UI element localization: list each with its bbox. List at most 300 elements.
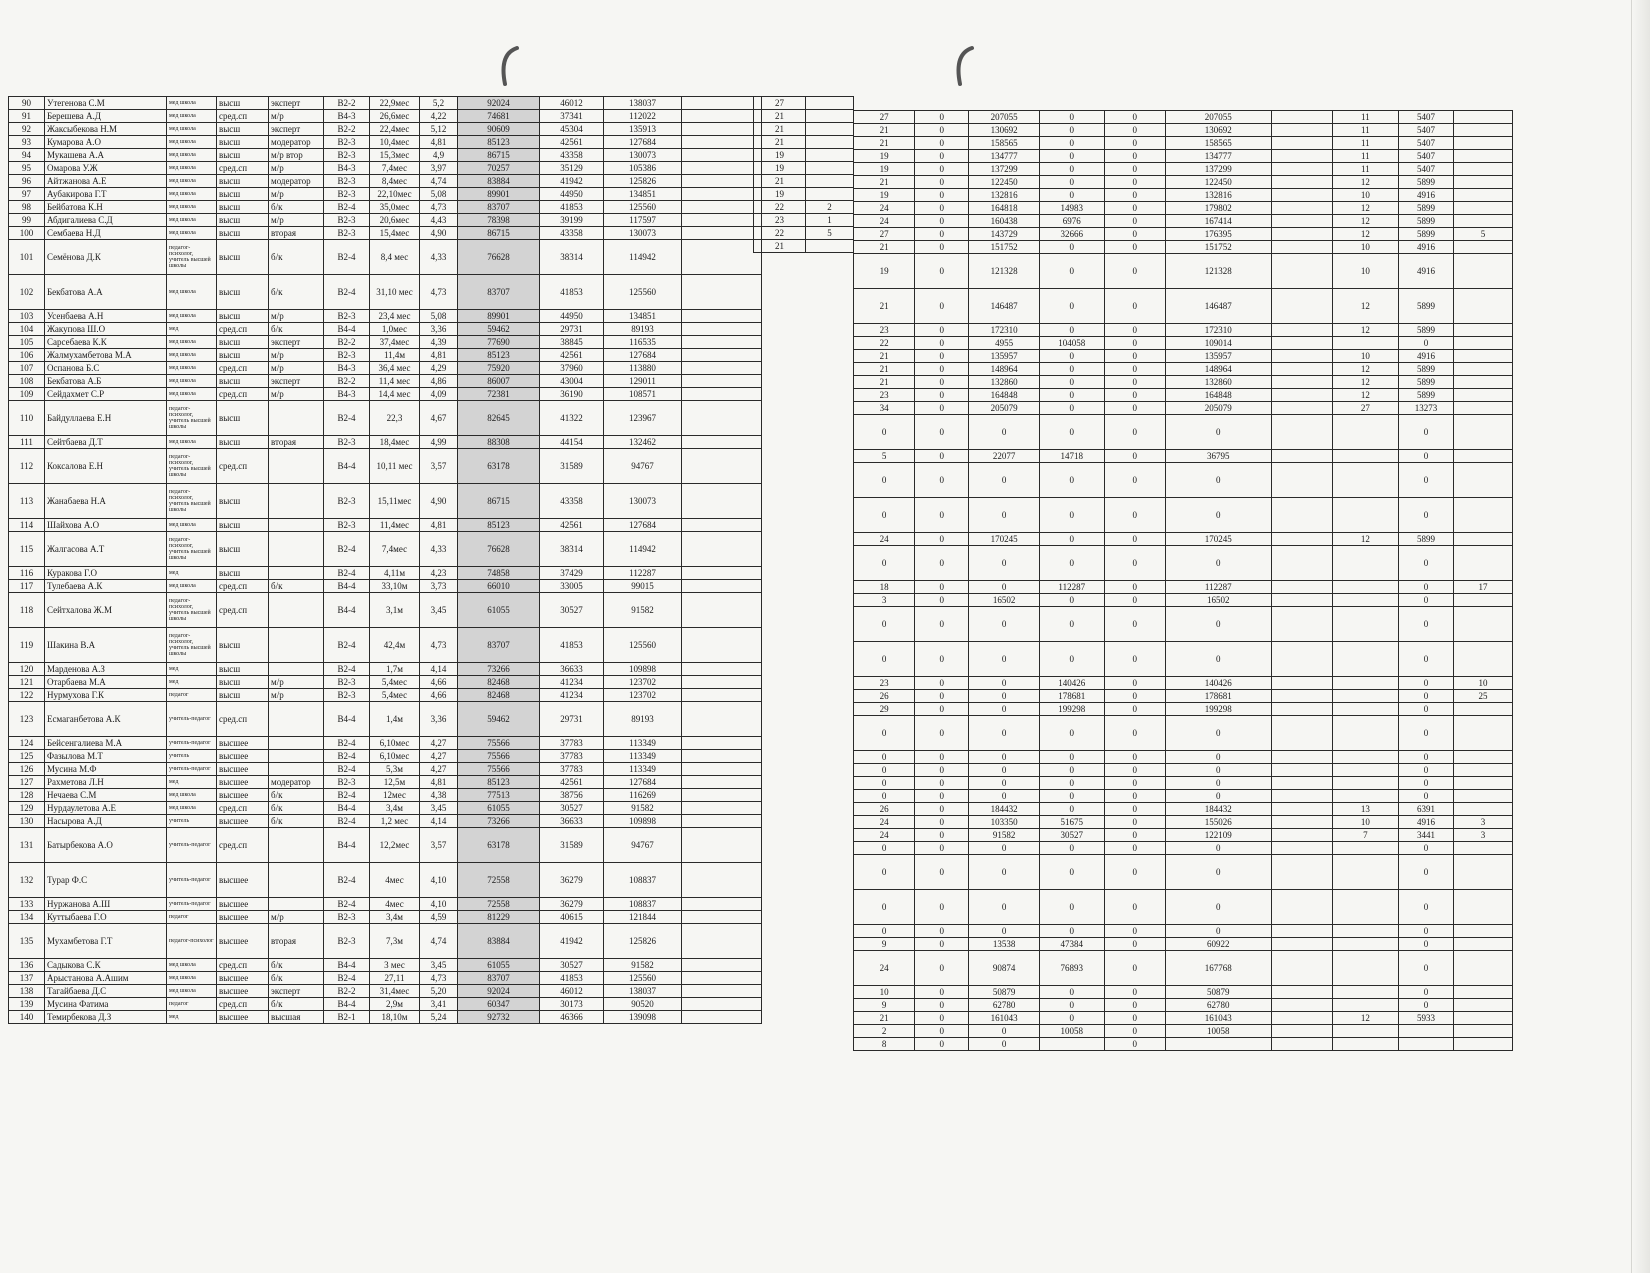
employee-name: Шакина В.А: [45, 628, 167, 663]
empty-cell: [682, 227, 762, 240]
work-experience: 1,2 мес: [370, 815, 420, 828]
hours-count: 0: [854, 607, 915, 642]
total-salary: 114942: [604, 532, 682, 567]
education-institution: мед школа: [167, 802, 217, 815]
hours-value: 19: [754, 162, 806, 175]
total-salary: 113349: [604, 737, 682, 750]
qualification-category: б/к: [269, 580, 324, 593]
payment-amount-2: 104058: [1039, 337, 1104, 350]
qualification-category: эксперт: [269, 97, 324, 110]
coefficient: 4,73: [420, 201, 458, 214]
payment-total: 176395: [1165, 228, 1271, 241]
empty-cell: [1271, 228, 1332, 241]
education-level: высшее: [217, 1011, 269, 1024]
table-row: [9, 863, 762, 898]
education-institution: учитель-педагог: [167, 763, 217, 776]
payment-amount-1: 158565: [969, 137, 1040, 150]
education-institution: мед школа: [167, 375, 217, 388]
table-row: [754, 97, 854, 110]
payment-amount-1: 0: [969, 642, 1040, 677]
empty-cell: [1271, 546, 1332, 581]
education-level: сред.сп: [217, 323, 269, 336]
payment-amount-2: 0: [1039, 254, 1104, 289]
zero-value: 0: [915, 1025, 969, 1038]
total-salary: 108837: [604, 898, 682, 911]
days-count: 12: [1332, 289, 1398, 324]
half-salary: 41234: [540, 689, 604, 702]
hours-value: 27: [754, 97, 806, 110]
payment-amount-2: 0: [1039, 986, 1104, 999]
coefficient: 4,66: [420, 689, 458, 702]
table-row: [9, 972, 762, 985]
education-level: сред.сп: [217, 580, 269, 593]
payment-table-right: [853, 110, 1513, 1051]
education-level: высшее: [217, 763, 269, 776]
work-experience: 5,4мес: [370, 676, 420, 689]
bonus-amount: 0: [1398, 594, 1453, 607]
extra-mark: [1454, 642, 1513, 677]
row-number: 136: [9, 959, 45, 972]
employee-name: Насырова А.Д: [45, 815, 167, 828]
row-number: 98: [9, 201, 45, 214]
days-count: 13: [1332, 803, 1398, 816]
table-row: [754, 175, 854, 188]
education-institution: учитель: [167, 815, 217, 828]
table-row: [9, 911, 762, 924]
zero-value: 0: [915, 925, 969, 938]
education-institution: мед школа: [167, 436, 217, 449]
row-number: 103: [9, 310, 45, 323]
empty-cell: [682, 275, 762, 310]
empty-cell: [682, 123, 762, 136]
row-number: 116: [9, 567, 45, 580]
qualification-category: эксперт: [269, 985, 324, 998]
hours-count: 0: [854, 498, 915, 533]
employee-name: Сарсебаева К.К: [45, 336, 167, 349]
days-count: 12: [1332, 1012, 1398, 1025]
table-row: [9, 828, 762, 863]
payment-amount-3: 0: [1104, 751, 1165, 764]
payment-total: 179802: [1165, 202, 1271, 215]
empty-cell: [1271, 677, 1332, 690]
extra-mark: [1454, 241, 1513, 254]
work-experience: 5,3м: [370, 763, 420, 776]
hours-count: 8: [854, 1038, 915, 1051]
payment-amount-3: 0: [1104, 189, 1165, 202]
table-row: [854, 816, 1513, 829]
hours-count: 24: [854, 951, 915, 986]
base-salary: 72558: [458, 898, 540, 911]
payment-amount-2: 0: [1039, 389, 1104, 402]
total-salary: 112022: [604, 110, 682, 123]
education-institution: педагог-психолог, учитель высшей школы: [167, 628, 217, 663]
base-salary: 75920: [458, 362, 540, 375]
table-row: [854, 842, 1513, 855]
employee-name: Турар Ф.С: [45, 863, 167, 898]
table-row: [854, 829, 1513, 842]
payment-amount-3: 0: [1104, 925, 1165, 938]
hours-count: 19: [854, 150, 915, 163]
hours-count: 18: [854, 581, 915, 594]
zero-value: 0: [915, 855, 969, 890]
half-salary: 30173: [540, 998, 604, 1011]
table-row: [854, 703, 1513, 716]
row-number: 113: [9, 484, 45, 519]
table-row: [854, 938, 1513, 951]
base-salary: 61055: [458, 802, 540, 815]
employee-name: Жанабаева Н.А: [45, 484, 167, 519]
base-salary: 78398: [458, 214, 540, 227]
zero-value: 0: [915, 337, 969, 350]
payment-amount-1: 137299: [969, 163, 1040, 176]
coefficient: 4,67: [420, 401, 458, 436]
payment-amount-3: 0: [1104, 241, 1165, 254]
employee-name: Омарова У.Ж: [45, 162, 167, 175]
zero-value: 0: [915, 764, 969, 777]
hours-count: 21: [854, 124, 915, 137]
education-institution: мед школа: [167, 110, 217, 123]
bonus-amount: 4916: [1398, 254, 1453, 289]
total-salary: 108837: [604, 863, 682, 898]
education-institution: мед: [167, 1011, 217, 1024]
qualification-category: [269, 484, 324, 519]
bonus-amount: 5899: [1398, 389, 1453, 402]
table-row: [9, 349, 762, 362]
education-level: высшее: [217, 815, 269, 828]
base-salary: 72381: [458, 388, 540, 401]
base-salary: 92024: [458, 97, 540, 110]
row-number: 117: [9, 580, 45, 593]
table-row: [854, 228, 1513, 241]
empty-cell: [1271, 337, 1332, 350]
payment-amount-2: 0: [1039, 855, 1104, 890]
table-row: [854, 215, 1513, 228]
payment-amount-1: 172310: [969, 324, 1040, 337]
payment-total: 0: [1165, 463, 1271, 498]
half-salary: 42561: [540, 776, 604, 789]
hours-count: 27: [854, 111, 915, 124]
empty-cell: [1271, 594, 1332, 607]
pay-grade: В4-4: [324, 593, 370, 628]
work-experience: 5,4мес: [370, 689, 420, 702]
payment-amount-3: 0: [1104, 163, 1165, 176]
payment-amount-2: 0: [1039, 376, 1104, 389]
half-salary: 37783: [540, 750, 604, 763]
total-salary: 127684: [604, 519, 682, 532]
half-salary: 36633: [540, 815, 604, 828]
work-experience: 4мес: [370, 863, 420, 898]
extra-mark: [1454, 777, 1513, 790]
empty-cell: [1271, 450, 1332, 463]
education-institution: мед школа: [167, 136, 217, 149]
payment-amount-1: 146487: [969, 289, 1040, 324]
bonus-amount: 0: [1398, 463, 1453, 498]
table-row: [854, 289, 1513, 324]
payment-total: 0: [1165, 790, 1271, 803]
payment-amount-2: [1039, 1038, 1104, 1051]
days-count: [1332, 925, 1398, 938]
employee-name: Коксалова Е.Н: [45, 449, 167, 484]
table-row: [854, 925, 1513, 938]
payment-amount-1: 0: [969, 690, 1040, 703]
bonus-amount: 5899: [1398, 176, 1453, 189]
education-level: сред.сп: [217, 959, 269, 972]
days-count: 10: [1332, 350, 1398, 363]
coefficient: 3,45: [420, 593, 458, 628]
coefficient: 4,23: [420, 567, 458, 580]
total-salary: 139098: [604, 1011, 682, 1024]
payment-amount-3: 0: [1104, 402, 1165, 415]
half-salary: 44950: [540, 310, 604, 323]
qualification-category: эксперт: [269, 123, 324, 136]
total-salary: 125560: [604, 972, 682, 985]
payment-total: 121328: [1165, 254, 1271, 289]
pay-grade: В4-3: [324, 362, 370, 375]
zero-value: 0: [915, 533, 969, 546]
extra-mark: [1454, 607, 1513, 642]
payment-amount-1: 0: [969, 855, 1040, 890]
total-salary: 127684: [604, 776, 682, 789]
work-experience: 31,4мес: [370, 985, 420, 998]
base-salary: 66010: [458, 580, 540, 593]
empty-cell: [682, 188, 762, 201]
coefficient: 4,10: [420, 898, 458, 911]
extra-mark: [1454, 533, 1513, 546]
payment-amount-1: 0: [969, 1025, 1040, 1038]
qualification-category: м/р: [269, 310, 324, 323]
base-salary: 92024: [458, 985, 540, 998]
coefficient: 4,81: [420, 136, 458, 149]
total-salary: 121844: [604, 911, 682, 924]
education-institution: мед школа: [167, 972, 217, 985]
table-row: [854, 594, 1513, 607]
days-count: [1332, 450, 1398, 463]
education-institution: мед школа: [167, 97, 217, 110]
work-experience: 7,3м: [370, 924, 420, 959]
empty-cell: [682, 924, 762, 959]
payment-amount-2: 0: [1039, 803, 1104, 816]
coefficient: 4,74: [420, 924, 458, 959]
qualification-category: м/р втор: [269, 149, 324, 162]
half-salary: 36279: [540, 863, 604, 898]
payment-amount-3: 0: [1104, 581, 1165, 594]
qualification-category: вторая: [269, 227, 324, 240]
zero-value: 0: [915, 241, 969, 254]
payment-amount-3: 0: [1104, 498, 1165, 533]
payment-amount-3: 0: [1104, 215, 1165, 228]
education-institution: педагог-психолог, учитель высшей школы: [167, 401, 217, 436]
pay-grade: В2-3: [324, 484, 370, 519]
qualification-category: м/р: [269, 188, 324, 201]
row-number: 107: [9, 362, 45, 375]
payment-amount-2: 0: [1039, 176, 1104, 189]
education-level: высш: [217, 214, 269, 227]
payment-amount-2: 0: [1039, 415, 1104, 450]
table-row: [854, 607, 1513, 642]
extra-mark: [1454, 176, 1513, 189]
education-institution: учитель-педагог: [167, 863, 217, 898]
extra-mark: [1454, 163, 1513, 176]
base-salary: 89901: [458, 310, 540, 323]
empty-cell: [1271, 202, 1332, 215]
half-salary: 37783: [540, 763, 604, 776]
table-row: [9, 449, 762, 484]
extra-mark: [1454, 546, 1513, 581]
half-salary: 31589: [540, 828, 604, 863]
table-row: [9, 123, 762, 136]
bonus-amount: 5899: [1398, 215, 1453, 228]
empty-cell: [1271, 842, 1332, 855]
total-salary: 123702: [604, 676, 682, 689]
bonus-amount: 0: [1398, 415, 1453, 450]
hours-value: 21: [754, 240, 806, 253]
pay-grade: В2-4: [324, 789, 370, 802]
payment-amount-1: 0: [969, 790, 1040, 803]
payment-amount-1: 16502: [969, 594, 1040, 607]
table-row: [854, 642, 1513, 677]
education-level: высшее: [217, 924, 269, 959]
bonus-amount: [1398, 1038, 1453, 1051]
zero-value: 0: [915, 890, 969, 925]
payment-total: 0: [1165, 925, 1271, 938]
half-salary: 36633: [540, 663, 604, 676]
extra-mark: [1454, 498, 1513, 533]
hours-count: 27: [854, 228, 915, 241]
payment-amount-2: 0: [1039, 533, 1104, 546]
zero-value: 0: [915, 690, 969, 703]
coefficient: 3,36: [420, 323, 458, 336]
education-level: высшее: [217, 863, 269, 898]
qualification-category: м/р: [269, 689, 324, 702]
half-salary: 37429: [540, 567, 604, 580]
table-row: [854, 546, 1513, 581]
empty-cell: [682, 750, 762, 763]
pay-grade: В4-4: [324, 580, 370, 593]
table-row: [854, 163, 1513, 176]
row-number: 128: [9, 789, 45, 802]
total-salary: 125560: [604, 201, 682, 214]
total-salary: 116535: [604, 336, 682, 349]
empty-cell: [682, 136, 762, 149]
work-experience: 22,9мес: [370, 97, 420, 110]
half-salary: 37341: [540, 110, 604, 123]
employee-name: Куракова Г.О: [45, 567, 167, 580]
education-institution: мед школа: [167, 275, 217, 310]
education-level: высш: [217, 149, 269, 162]
work-experience: 14,4 мес: [370, 388, 420, 401]
extra-mark: [1454, 402, 1513, 415]
payment-total: 135957: [1165, 350, 1271, 363]
employee-name: Бейбатова К.Н: [45, 201, 167, 214]
hours-value: 19: [754, 188, 806, 201]
zero-value: 0: [915, 803, 969, 816]
qualification-category: [269, 449, 324, 484]
payment-total: 137299: [1165, 163, 1271, 176]
table-row: [9, 388, 762, 401]
education-level: высш: [217, 519, 269, 532]
qualification-category: эксперт: [269, 375, 324, 388]
work-experience: 33,10м: [370, 580, 420, 593]
hours-count: 0: [854, 546, 915, 581]
education-institution: мед школа: [167, 789, 217, 802]
zero-value: 0: [915, 581, 969, 594]
total-salary: 99015: [604, 580, 682, 593]
pay-grade: В2-4: [324, 972, 370, 985]
row-number: 133: [9, 898, 45, 911]
table-row: [854, 533, 1513, 546]
qualification-category: вторая: [269, 924, 324, 959]
payment-amount-3: 0: [1104, 111, 1165, 124]
empty-cell: [1271, 816, 1332, 829]
empty-cell: [1271, 642, 1332, 677]
payment-amount-1: 151752: [969, 241, 1040, 254]
total-salary: 108571: [604, 388, 682, 401]
base-salary: 86715: [458, 227, 540, 240]
table-row: [9, 763, 762, 776]
education-level: высшее: [217, 985, 269, 998]
employee-name: Жакупова Ш.О: [45, 323, 167, 336]
row-number: 138: [9, 985, 45, 998]
half-salary: 30527: [540, 593, 604, 628]
base-salary: 85123: [458, 776, 540, 789]
education-institution: мед школа: [167, 201, 217, 214]
work-experience: 15,11мес: [370, 484, 420, 519]
payment-amount-2: 76893: [1039, 951, 1104, 986]
extra-mark: [1454, 842, 1513, 855]
empty-cell: [682, 110, 762, 123]
empty-cell: [1271, 389, 1332, 402]
empty-cell: [682, 737, 762, 750]
hours-count: 0: [854, 790, 915, 803]
qualification-category: [269, 628, 324, 663]
extra-value: 1: [806, 214, 854, 227]
hours-count: 9: [854, 938, 915, 951]
extra-mark: [1454, 254, 1513, 289]
education-institution: мед школа: [167, 519, 217, 532]
empty-cell: [1271, 163, 1332, 176]
extra-mark: [1454, 215, 1513, 228]
bonus-amount: 0: [1398, 690, 1453, 703]
coefficient: 5,08: [420, 188, 458, 201]
empty-cell: [682, 323, 762, 336]
days-count: [1332, 986, 1398, 999]
payment-amount-1: 148964: [969, 363, 1040, 376]
coefficient: 4,38: [420, 789, 458, 802]
zero-value: 0: [915, 677, 969, 690]
payment-amount-3: 0: [1104, 842, 1165, 855]
total-salary: 132462: [604, 436, 682, 449]
pay-grade: В2-3: [324, 776, 370, 789]
payment-amount-3: 0: [1104, 137, 1165, 150]
payment-total: 60922: [1165, 938, 1271, 951]
employee-name: Нурмухова Г.К: [45, 689, 167, 702]
payment-total: 0: [1165, 842, 1271, 855]
education-institution: мед школа: [167, 985, 217, 998]
education-level: сред.сп: [217, 362, 269, 375]
payment-total: 122109: [1165, 829, 1271, 842]
base-salary: 59462: [458, 702, 540, 737]
empty-cell: [682, 985, 762, 998]
total-salary: 125560: [604, 275, 682, 310]
qualification-category: б/к: [269, 323, 324, 336]
payment-amount-2: 0: [1039, 498, 1104, 533]
payment-total: 0: [1165, 546, 1271, 581]
empty-cell: [682, 998, 762, 1011]
total-salary: 125826: [604, 175, 682, 188]
payment-total: 199298: [1165, 703, 1271, 716]
hours-value: 23: [754, 214, 806, 227]
payment-amount-2: 140426: [1039, 677, 1104, 690]
